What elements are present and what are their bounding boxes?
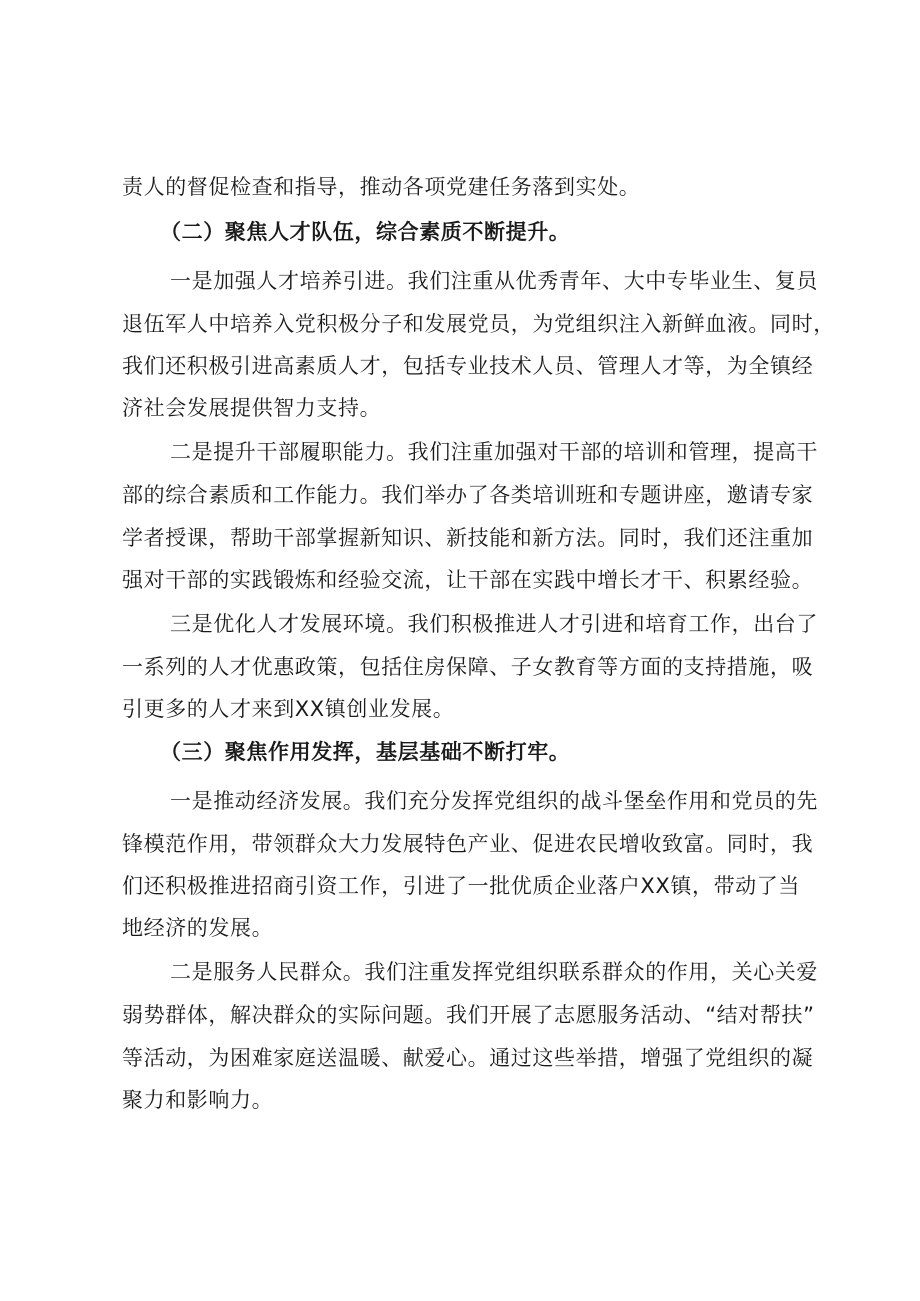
paragraph-line: 一是推动经济发展。我们充分发挥党组织的战斗堡垒作用和党员的先 [170, 789, 818, 813]
paragraph-line: 二是服务人民群众。我们注重发挥党组织联系群众的作用，关心关爱 [170, 960, 818, 984]
paragraph-line: 们还积极推进招商引资工作，引进了一批优质企业落户XX镇，带动了当 [122, 874, 800, 898]
paragraph-line: 聚力和影响力。 [122, 1088, 274, 1112]
paragraph-line: 一是加强人才培养引进。我们注重从优秀青年、大中专毕业生、复员 [170, 269, 818, 293]
paragraph-line: 等活动，为困难家庭送温暖、献爱心。通过这些举措，增强了党组织的凝 [122, 1046, 814, 1070]
paragraph-line: 退伍军人中培养入党积极分子和发展党员，为党组织注入新鲜血液。同时， [122, 312, 835, 336]
paragraph-line: 济社会发展提供智力支持。 [122, 396, 382, 420]
paragraph-line: 三是优化人才发展环境。我们积极推进人才引进和培育工作，出台了 [170, 612, 818, 636]
paragraph-line: 二是提升干部履职能力。我们注重加强对干部的培训和管理，提高干 [170, 440, 818, 464]
paragraph-line: 部的综合素质和工作能力。我们举办了各类培训班和专题讲座，邀请专家 [122, 483, 814, 507]
paragraph-line: 一系列的人才优惠政策，包括住房保障、子女教育等方面的支持措施，吸 [122, 655, 814, 679]
paragraph-continuation-line: 责人的督促检查和指导，推动各项党建任务落到实处。 [122, 175, 641, 199]
section-heading-three: （三）聚焦作用发挥，基层基础不断打牢。 [160, 740, 571, 764]
paragraph-line: 地经济的发展。 [122, 916, 274, 940]
paragraph-line: 强对干部的实践锻炼和经验交流，让干部在实践中增长才干、积累经验。 [122, 568, 814, 592]
paragraph-line: 学者授课，帮助干部掌握新知识、新技能和新方法。同时，我们还注重加 [122, 526, 814, 550]
paragraph-line: 引更多的人才来到XX镇创业发展。 [122, 697, 455, 721]
paragraph-line: 锋模范作用，带领群众大力发展特色产业、促进农民增收致富。同时，我 [122, 832, 814, 856]
paragraph-line: 弱势群体，解决群众的实际问题。我们开展了志愿服务活动、“结对帮扶” [122, 1003, 815, 1027]
paragraph-line: 我们还积极引进高素质人才，包括专业技术人员、管理人才等，为全镇经 [122, 354, 814, 378]
section-heading-two: （二）聚焦人才队伍，综合素质不断提升。 [160, 220, 571, 244]
